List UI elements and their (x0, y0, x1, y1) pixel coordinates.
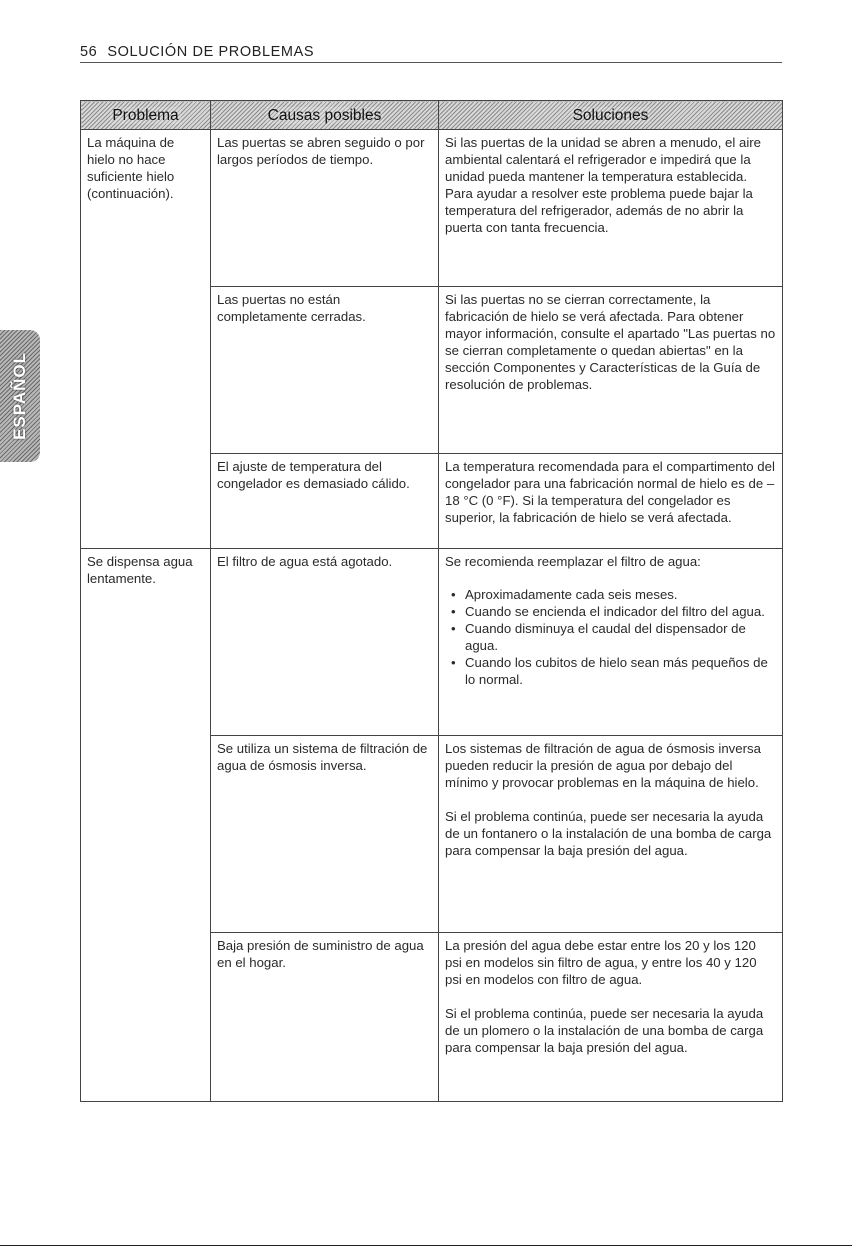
solution-text-continued: Si el problema continúa, puede ser necesaria la ayuda de un plomero o la instalación de una bomba de carga para compensar la baja presión del agua. (445, 1006, 764, 1055)
column-header-solutions: Soluciones (439, 101, 783, 130)
table-row (81, 130, 783, 287)
recommendation-list (445, 586, 776, 688)
list-item: • Cuando los cubitos de hielo sean más pequeños de lo normal. (445, 654, 776, 688)
solution-cell (439, 549, 783, 736)
solution-cell (439, 454, 783, 549)
solution-cell (439, 736, 783, 933)
troubleshooting-table (80, 100, 783, 1102)
solution-text: La presión del agua debe estar entre los 20 y los 120 psi en modelos sin filtro de agua, y entre los 40 y 120 psi en modelos con filtro de agua. (445, 938, 757, 987)
solution-cell (439, 933, 783, 1102)
list-item: • Cuando se encienda el indicador del filtro del agua. (445, 603, 776, 620)
solution-cell (439, 130, 783, 287)
page-header (80, 44, 782, 63)
solution-text-continued: Si el problema continúa, puede ser necesaria la ayuda de un fontanero o la instalación de una bomba de carga para compensar la baja presión del agua. (445, 809, 772, 858)
cause-cell: Se utiliza un sistema de filtración de agua de ósmosis inversa. (211, 736, 439, 933)
table-row (81, 549, 783, 736)
solution-text: Los sistemas de filtración de agua de ósmosis inversa pueden reducir la presión de agua por debajo del mínimo y provocar problemas en la máquina de hielo. (445, 741, 761, 790)
solution-cell (439, 287, 783, 454)
table-header-row (81, 101, 783, 130)
cause-cell: El ajuste de temperatura del congelador es demasiado cálido. (211, 454, 439, 549)
solution-text: Si las puertas de la unidad se abren a menudo, el aire ambiental calentará el refrigerador e impedirá que la unidad pueda mantener la temperatura establecida. Para ayudar a resolver este problema puede bajar la temperatura del refrigerador, además de no abrir la puerta con tanta frecuencia. (445, 135, 761, 235)
cause-cell: Las puertas no están completamente cerradas. (211, 287, 439, 454)
solution-text: La temperatura recomendada para el compartimento del congelador para una fabricación normal de hielo es de –18 °C (0 °F). Si la temperatura del congelador es superior, la fabricación de hielo se verá afectada. (445, 459, 775, 525)
section-title: SOLUCIÓN DE PROBLEMAS (107, 44, 315, 60)
solution-intro: Se recomienda reemplazar el filtro de agua: (445, 554, 701, 569)
language-tab-label: ESPAÑOL (10, 352, 29, 440)
problem-cell: La máquina de hielo no hace suficiente hielo (continuación). (81, 130, 211, 549)
page-number: 56 (80, 44, 98, 60)
column-header-problem: Problema (81, 101, 211, 130)
language-side-tab (0, 330, 40, 462)
cause-cell: Las puertas se abren seguido o por largos períodos de tiempo. (211, 130, 439, 287)
cause-cell: El filtro de agua está agotado. (211, 549, 439, 736)
list-item: • Aproximadamente cada seis meses. (445, 586, 776, 603)
problem-cell: Se dispensa agua lentamente. (81, 549, 211, 1102)
cause-cell: Baja presión de suministro de agua en el hogar. (211, 933, 439, 1102)
column-header-causes: Causas posibles (211, 101, 439, 130)
page-bottom-rule (0, 1245, 852, 1246)
solution-text: Si las puertas no se cierran correctamente, la fabricación de hielo se verá afectada. Para obtener mayor información, consulte el apartado "Las puertas no se cierran completamente o quedan abiertas" en la sección Componentes y Características de la Guía de resolución de problemas. (445, 292, 776, 392)
list-item: • Cuando disminuya el caudal del dispensador de agua. (445, 620, 776, 654)
